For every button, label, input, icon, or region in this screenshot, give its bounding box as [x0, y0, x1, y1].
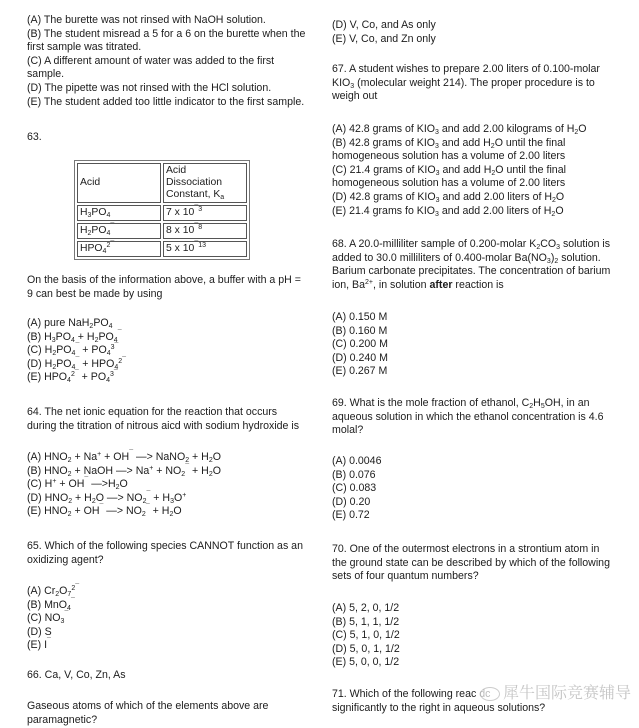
- stem-line: Gaseous atoms of which of the elements above are: [27, 700, 269, 712]
- q68-option-e: (E) 0.267 M: [332, 365, 388, 378]
- q64-option-e: (E) $HNO_2 + OH^¯$ —> $NO_2^¯ + H_2O$: [27, 504, 182, 519]
- q63-stem: [27, 274, 317, 301]
- stem-line: paramagnetic?: [27, 713, 98, 726]
- q69-options: [332, 455, 632, 523]
- q65-option-b: (B) MnO$_4$¯: [27, 597, 75, 612]
- q63-option-b: (B) $H_3PO_4 + H_2PO_4^¯$: [27, 329, 122, 344]
- stem-line: 69. What is the mole fraction of ethanol, $C_2H_5OH$, in an: [332, 397, 590, 410]
- q69-option-b: (B) 0.076: [332, 468, 376, 481]
- table-header-row: [77, 163, 247, 203]
- stem-line: molal?: [332, 424, 364, 437]
- stem-line: 68. A 20.0-milliliter sample of 0.200-molar $K_2CO_3$ solution is: [332, 238, 611, 251]
- q64-option-c: (C) H+ + OH¯ $—>H_2O$: [27, 477, 128, 492]
- watermark: [480, 683, 632, 702]
- q70-option-c: (C) 5, 1, 0, 1/2: [332, 629, 400, 642]
- stem-line: $KIO_3$ (molecular weight 214). The proper procedure is to: [332, 76, 595, 90]
- q68-stem: [332, 238, 632, 292]
- stem-line: 9 can best be made by using: [27, 287, 163, 300]
- q67-stem: [332, 63, 632, 104]
- q68-options: [332, 311, 632, 379]
- q65-option-e: (E) I¯: [27, 638, 51, 652]
- stem-line: 67. A student wishes to prepare 2.00 liters of 0.100-molar: [332, 63, 600, 75]
- acid-cell: $H_2PO_4^¯$: [77, 223, 161, 239]
- question-number: 63.: [27, 131, 42, 143]
- stem-line: added to 30.0 milliliters of 0.400-molar $Ba(NO_3)_2$ solution.: [332, 251, 601, 265]
- acid-dissociation-table: [74, 160, 250, 260]
- stem-line: 70. One of the outermost electrons in a strontium atom in: [332, 543, 600, 555]
- q69-option-d: (D) 0.20: [332, 495, 371, 508]
- ka-cell: 8 x $10^{¯8}$: [163, 223, 247, 239]
- q65-option-c: (C) $NO_3^¯$: [27, 611, 69, 626]
- q68-option-a: (A) 0.150 M: [332, 311, 388, 323]
- acid-cell: $H_3PO_4$: [77, 205, 161, 221]
- q69-option-a: (A) 0.0046: [332, 455, 382, 467]
- q62-option-d: (D) The pipette was not rinsed with the HCl solution.: [27, 81, 272, 94]
- q64-option-a: (A) $HNO_2 + Na^+ + OH^¯$ —> NaNO$_2$ + $H_2O$: [27, 450, 221, 464]
- q69-option-e: (E) 0.72: [332, 509, 370, 522]
- q67-option-d: (D) 42.8 grams of $KIO_3$ and add 2.00 liters of $H_2O$: [332, 190, 565, 204]
- q62-option-b: (B) The student misread a 5 for a 6 on the burette when the: [27, 27, 306, 40]
- q65-options: [27, 585, 317, 653]
- q62-option-c-cont: sample.: [27, 68, 65, 81]
- q67-option-b-cont: homogeneous solution has a volume of 2.00 liters: [332, 150, 566, 163]
- stem-line: sets of four quantum numbers?: [332, 570, 479, 583]
- q70-option-d: (D) 5, 0, 1, 1/2: [332, 642, 400, 655]
- q67-option-c: (C) 21.4 grams of $KIO_3$ and add $H_2O$ until the final: [332, 163, 566, 177]
- stem-line: significantly to the right in aqueous solutions?: [332, 701, 546, 714]
- q66-option-d: (D) V, Co, and As only: [332, 19, 436, 31]
- q66-options: [332, 19, 632, 46]
- q65-stem: [27, 540, 317, 567]
- q65-option-d: (D) S: [27, 625, 52, 638]
- q68-option-c: (C) 0.200 M: [332, 338, 388, 351]
- acid-cell: $HPO_4^{2¯}$: [77, 241, 161, 257]
- q62-option-b-cont: first sample was titrated.: [27, 41, 142, 54]
- stem-line: On the basis of the information above, a buffer with a pH =: [27, 274, 301, 286]
- stem-line: weigh out: [332, 90, 378, 103]
- q64-options: [27, 451, 317, 519]
- table-row: [77, 241, 247, 257]
- q70-option-a: (A) 5, 2, 0, 1/2: [332, 602, 400, 614]
- q70-option-e: (E) 5, 0, 0, 1/2: [332, 656, 400, 669]
- q63-option-e: (E) $HPO_4^{2¯} + PO_4^{3¯}$: [27, 370, 118, 385]
- stem-line: during the titration of nitrous aicd with sodium hydroxide is: [27, 419, 300, 432]
- q66-stem: [27, 669, 317, 683]
- stem-line: Barium carbonate precipitates. The concentration of barium: [332, 265, 611, 278]
- q67-option-b: (B) 42.8 grams of $KIO_3$ and add $H_2O$ until the final: [332, 136, 566, 150]
- q66-question: [27, 700, 317, 727]
- q67-option-a: (A) 42.8 grams of $KIO_3$ and add 2.00 kilograms of $H_2O$: [332, 123, 587, 136]
- q62-option-e: (E) The student added too little indicator to the first sample.: [27, 95, 305, 108]
- stem-line: 65. Which of the following species CANNOT function as an: [27, 540, 303, 552]
- q63-option-d: (D) $H_2PO_4^¯ + HPO_4^{2¯}$: [27, 356, 127, 371]
- ka-cell: 5 x $10^{¯13}$: [163, 241, 247, 257]
- q65-option-a: (A) $Cr_2O_7^{2¯}$: [27, 584, 80, 598]
- q67-option-c-cont: homogeneous solution has a volume of 2.00 liters: [332, 177, 566, 190]
- q62-option-a: (A) The burette was not rinsed with NaOH solution.: [27, 14, 266, 26]
- q63-options: [27, 317, 317, 385]
- stem-line: aqueous solution in which the ethanol concentration is 4.6: [332, 410, 604, 423]
- q66-option-e: (E) V, Co, and Zn only: [332, 32, 436, 45]
- q70-option-b: (B) 5, 1, 1, 1/2: [332, 615, 400, 628]
- ka-cell: 7 x $10^{¯3}$: [163, 205, 247, 221]
- stem-line: 71. Which of the following reac dc: [332, 688, 491, 700]
- stem-line: ion, $Ba^{2+}$, in solution after reaction is: [332, 278, 504, 291]
- stem-line: the ground state can be described by which of the following: [332, 556, 610, 569]
- stem-line: oxidizing agent?: [27, 553, 104, 566]
- q63-number: [27, 131, 317, 145]
- q70-stem: [332, 543, 632, 584]
- q63-option-c: (C) $H_2PO_4^¯ + PO_4^{3¯}$: [27, 343, 119, 358]
- q70-options: [332, 602, 632, 670]
- stem-line: 64. The net ionic equation for the reaction that occurs: [27, 406, 278, 418]
- q64-option-b: (B) $HNO_2$ + NaOH —> $Na^+ + NO_2^¯ + H_2O$: [27, 463, 221, 478]
- q69-stem: [332, 397, 632, 438]
- watermark-text: 犀牛国际竞赛辅导: [503, 683, 632, 702]
- wechat-logo-icon: [480, 687, 500, 701]
- table-row: [77, 205, 247, 221]
- q67-options: [332, 123, 632, 218]
- header-ka: Acid Dissociation Constant, $K_a$: [163, 163, 247, 203]
- q62-options: [27, 14, 317, 109]
- table-row: [77, 223, 247, 239]
- q64-option-d: (D) $HNO_2 + H_2O$ —> $NO_2^¯ + H_3O^+$: [27, 490, 187, 505]
- stem-line: 66. Ca, V, Co, Zn, As: [27, 669, 126, 681]
- q69-option-c: (C) 0.083: [332, 482, 377, 495]
- q62-option-c: (C) A different amount of water was added to the first: [27, 54, 275, 67]
- q68-option-d: (D) 0.240 M: [332, 351, 388, 364]
- q64-stem: [27, 406, 317, 433]
- q63-option-a: (A) pure $NaH_2PO_4$: [27, 317, 113, 330]
- header-acid: Acid: [77, 163, 161, 203]
- q68-option-b: (B) 0.160 M: [332, 324, 388, 337]
- q67-option-e: (E) 21.4 grams fo $KIO_3$ and add 2.00 liters of $H_2O$: [332, 204, 564, 218]
